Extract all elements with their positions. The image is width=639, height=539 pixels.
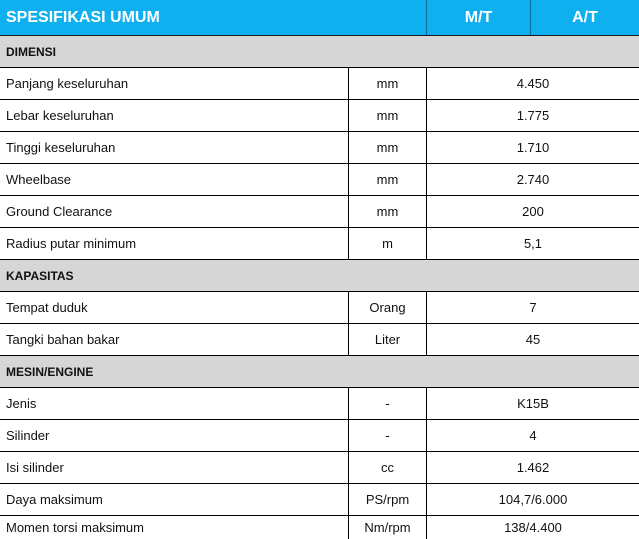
row-unit: Orang <box>349 292 427 323</box>
row-label: Daya maksimum <box>0 484 349 515</box>
row-value: 200 <box>522 204 544 219</box>
row-unit: - <box>349 420 427 451</box>
row-value: 4 <box>529 428 537 443</box>
row-value: K15B <box>517 396 549 411</box>
row-value: 1.710 <box>516 140 550 155</box>
table-row <box>0 420 639 452</box>
row-label: Tangki bahan bakar <box>0 324 349 355</box>
row-label: Silinder <box>0 420 349 451</box>
table-row <box>0 164 639 196</box>
row-unit: - <box>349 388 427 419</box>
row-unit: mm <box>349 68 427 99</box>
row-unit: Nm/rpm <box>349 516 427 539</box>
row-value: 104,7/6.000 <box>498 492 568 507</box>
section-title: MESIN/ENGINE <box>6 364 94 379</box>
table-row <box>0 452 639 484</box>
row-label: Wheelbase <box>0 164 349 195</box>
row-label: Isi silinder <box>0 452 349 483</box>
row-unit: mm <box>349 132 427 163</box>
table-title: SPESIFIKASI UMUM <box>0 0 427 35</box>
section-kapasitas <box>0 260 639 292</box>
row-label: Tinggi keseluruhan <box>0 132 349 163</box>
row-value: 2.740 <box>516 172 550 187</box>
row-unit: mm <box>349 196 427 227</box>
table-row <box>0 484 639 516</box>
table-row <box>0 324 639 356</box>
row-value: 1.775 <box>516 108 550 123</box>
row-label: Tempat duduk <box>0 292 349 323</box>
row-value: 5,1 <box>523 236 543 251</box>
table-row <box>0 132 639 164</box>
section-title: DIMENSI <box>6 44 57 59</box>
row-unit: m <box>349 228 427 259</box>
row-unit: mm <box>349 100 427 131</box>
row-unit: cc <box>349 452 427 483</box>
row-label: Lebar keseluruhan <box>0 100 349 131</box>
table-row <box>0 292 639 324</box>
table-row <box>0 196 639 228</box>
table-row <box>0 228 639 260</box>
row-value: 7 <box>529 300 537 315</box>
table-row <box>0 100 639 132</box>
section-dimensi <box>0 36 639 68</box>
row-unit: mm <box>349 164 427 195</box>
table-row <box>0 516 639 539</box>
section-mesin-engine <box>0 356 639 388</box>
row-value: 4.450 <box>516 76 550 91</box>
table-row <box>0 388 639 420</box>
row-unit: Liter <box>349 324 427 355</box>
row-label: Ground Clearance <box>0 196 349 227</box>
row-label: Panjang keseluruhan <box>0 68 349 99</box>
row-label: Radius putar minimum <box>0 228 349 259</box>
column-header-at: A/T <box>572 8 598 26</box>
column-header-mt: M/T <box>427 0 531 35</box>
row-unit: PS/rpm <box>349 484 427 515</box>
row-value: 1.462 <box>516 460 550 475</box>
section-title: KAPASITAS <box>6 268 74 283</box>
row-label: Momen torsi maksimum <box>0 516 349 539</box>
row-value: 45 <box>525 332 541 347</box>
table-row <box>0 68 639 100</box>
row-value: 138/4.400 <box>504 520 562 535</box>
table-header <box>0 0 639 36</box>
row-label: Jenis <box>0 388 349 419</box>
